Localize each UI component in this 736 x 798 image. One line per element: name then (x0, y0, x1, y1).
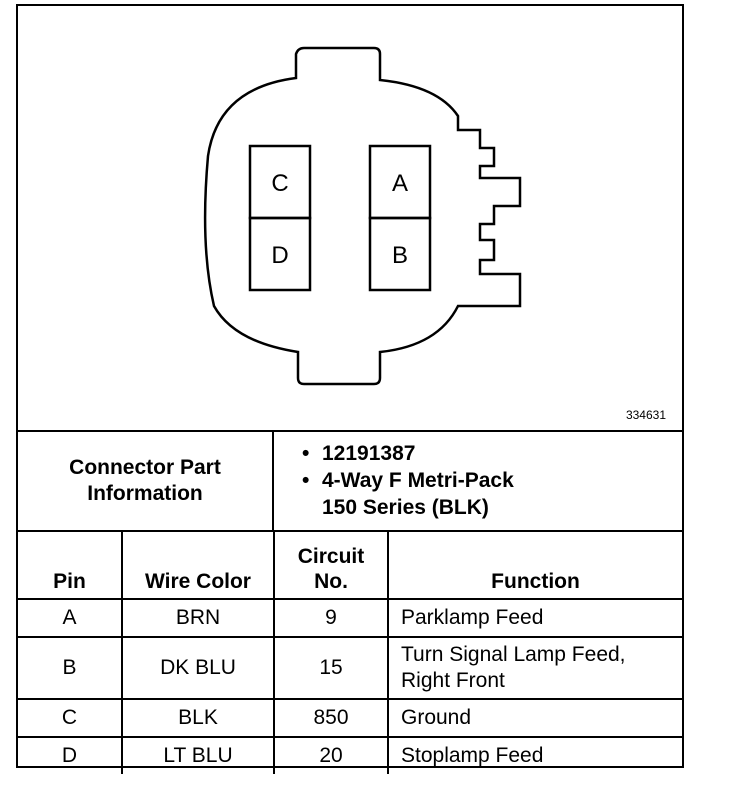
pinout-table (18, 532, 682, 774)
cell-function (388, 637, 682, 699)
pin-label-c: C (271, 170, 289, 197)
info-label (18, 432, 274, 530)
cell-wire-color: BRN (122, 599, 274, 637)
pin-label-a: A (391, 170, 408, 197)
info-label-line2: Information (87, 482, 203, 505)
table-row (18, 737, 682, 774)
description-item (302, 467, 514, 494)
cell-wire-color: LT BLU (122, 737, 274, 774)
housing-outline (205, 48, 520, 384)
connector-part-info (18, 430, 682, 532)
function-line1: Turn Signal Lamp Feed, (401, 643, 626, 666)
table-row (18, 599, 682, 637)
cell-pin: B (18, 637, 122, 699)
bullet: • (302, 469, 310, 492)
cell-circuit: 15 (274, 637, 388, 699)
header-pin: Pin (18, 532, 122, 599)
description-line1: 4-Way F Metri-Pack (322, 469, 514, 492)
cell-pin: C (18, 699, 122, 737)
cell-function (388, 699, 682, 737)
cell-circuit: 20 (274, 737, 388, 774)
cell-circuit: 850 (274, 699, 388, 737)
part-number-item (302, 440, 514, 467)
pin-label-b: B (391, 242, 408, 269)
bullet: • (302, 442, 310, 465)
cell-wire-color: BLK (122, 699, 274, 737)
function-line1: Parklamp Feed (401, 606, 544, 629)
cell-pin: A (18, 599, 122, 637)
function-line1: Stoplamp Feed (401, 744, 544, 767)
connector-diagram (18, 6, 682, 430)
cell-pin: D (18, 737, 122, 774)
table-row (18, 699, 682, 737)
connector-sheet (16, 4, 684, 768)
header-circuit (274, 532, 388, 599)
info-label-line1: Connector Part (69, 456, 221, 479)
header-circuit-line2: No. (314, 570, 348, 593)
figure-number: 334631 (625, 408, 666, 422)
cell-function (388, 599, 682, 637)
cell-function (388, 737, 682, 774)
cell-circuit: 9 (274, 599, 388, 637)
function-line1: Ground (401, 706, 472, 729)
part-number: 12191387 (322, 442, 416, 465)
table-row (18, 637, 682, 699)
header-function: Function (491, 570, 580, 593)
connector-outline (18, 6, 682, 430)
cell-wire-color: DK BLU (122, 637, 274, 699)
table-header-row (18, 532, 682, 599)
description-line2: 150 Series (BLK) (322, 496, 489, 519)
function-line2: Right Front (401, 669, 505, 692)
pin-label-d: D (271, 242, 289, 269)
header-wire-color: Wire Color (122, 532, 274, 599)
info-details (302, 440, 514, 521)
header-circuit-line1: Circuit (297, 545, 365, 568)
